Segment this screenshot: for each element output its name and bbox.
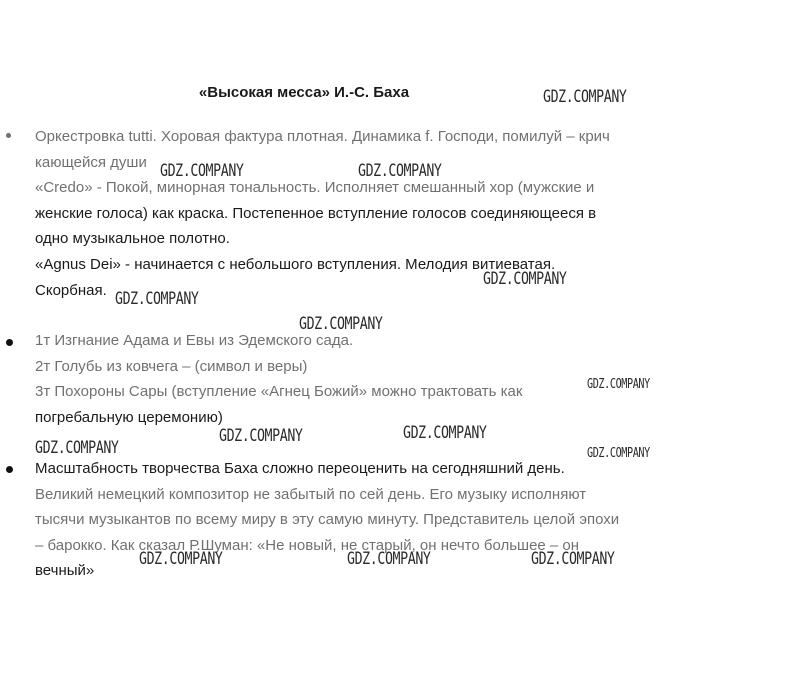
text-line: Масштабность творчества Баха сложно переоценить на сегодняшний день. (35, 460, 565, 477)
watermark: GDZ.COMPANY (139, 549, 223, 569)
watermark: GDZ.COMPANY (35, 438, 119, 458)
watermark: GDZ.COMPANY (358, 161, 442, 181)
document-title: «Высокая месса» И.-С. Баха (198, 84, 410, 101)
bullet-1 (6, 133, 11, 138)
bullet-3 (6, 466, 13, 473)
watermark: GDZ.COMPANY (587, 446, 650, 461)
text-line: 2т Голубь из ковчега – (символ и веры) (35, 357, 308, 375)
watermark: GDZ.COMPANY (531, 549, 615, 569)
text-line: женские голоса) как краска. Постепенное вступление голосов соединяющееся в (35, 204, 597, 222)
watermark: GDZ.COMPANY (347, 549, 431, 569)
text-line: погребальную церемонию) (35, 408, 223, 426)
text-line: 1т Изгнание Адама и Евы из Эдемского сада. (35, 332, 354, 349)
watermark: GDZ.COMPANY (115, 289, 199, 309)
text-line: вечный» (35, 562, 95, 580)
text-line: «Credo» - Покой, минорная тональность. Исполняет смешанный хор (мужские и (35, 179, 595, 197)
watermark: GDZ.COMPANY (160, 161, 244, 181)
watermark: GDZ.COMPANY (403, 423, 487, 443)
text-line: 3т Похороны Сары (вступление «Агнец Божий» можно трактовать как (35, 383, 523, 401)
text-line: Скорбная. (35, 281, 107, 299)
watermark: GDZ.COMPANY (219, 426, 303, 446)
watermark: GDZ.COMPANY (587, 377, 650, 392)
text-line: – барокко. Как сказал Р.Шуман: «Не новый, не старый, он нечто большее – он (35, 536, 580, 554)
text-line: Оркестровка tutti. Хоровая фактура плотная. Динамика f. Господи, помилуй – крич (35, 128, 610, 145)
text-line: тысячи музыкантов по всему миру в эту самую минуту. Представитель целой эпохи (35, 511, 620, 529)
text-line: «Agnus Dei» - начинается с небольшого вступления. Мелодия витиеватая. (35, 255, 556, 273)
text-line: одно музыкальное полотно. (35, 230, 230, 248)
text-line: кающейся души (35, 153, 147, 171)
watermark: GDZ.COMPANY (543, 87, 627, 107)
text-line: Великий немецкий композитор не забытый по сей день. Его музыку исполняют (35, 485, 587, 503)
watermark: GDZ.COMPANY (483, 269, 567, 289)
watermark: GDZ.COMPANY (299, 314, 383, 334)
bullet-2 (6, 339, 13, 346)
section-1 (35, 124, 695, 303)
